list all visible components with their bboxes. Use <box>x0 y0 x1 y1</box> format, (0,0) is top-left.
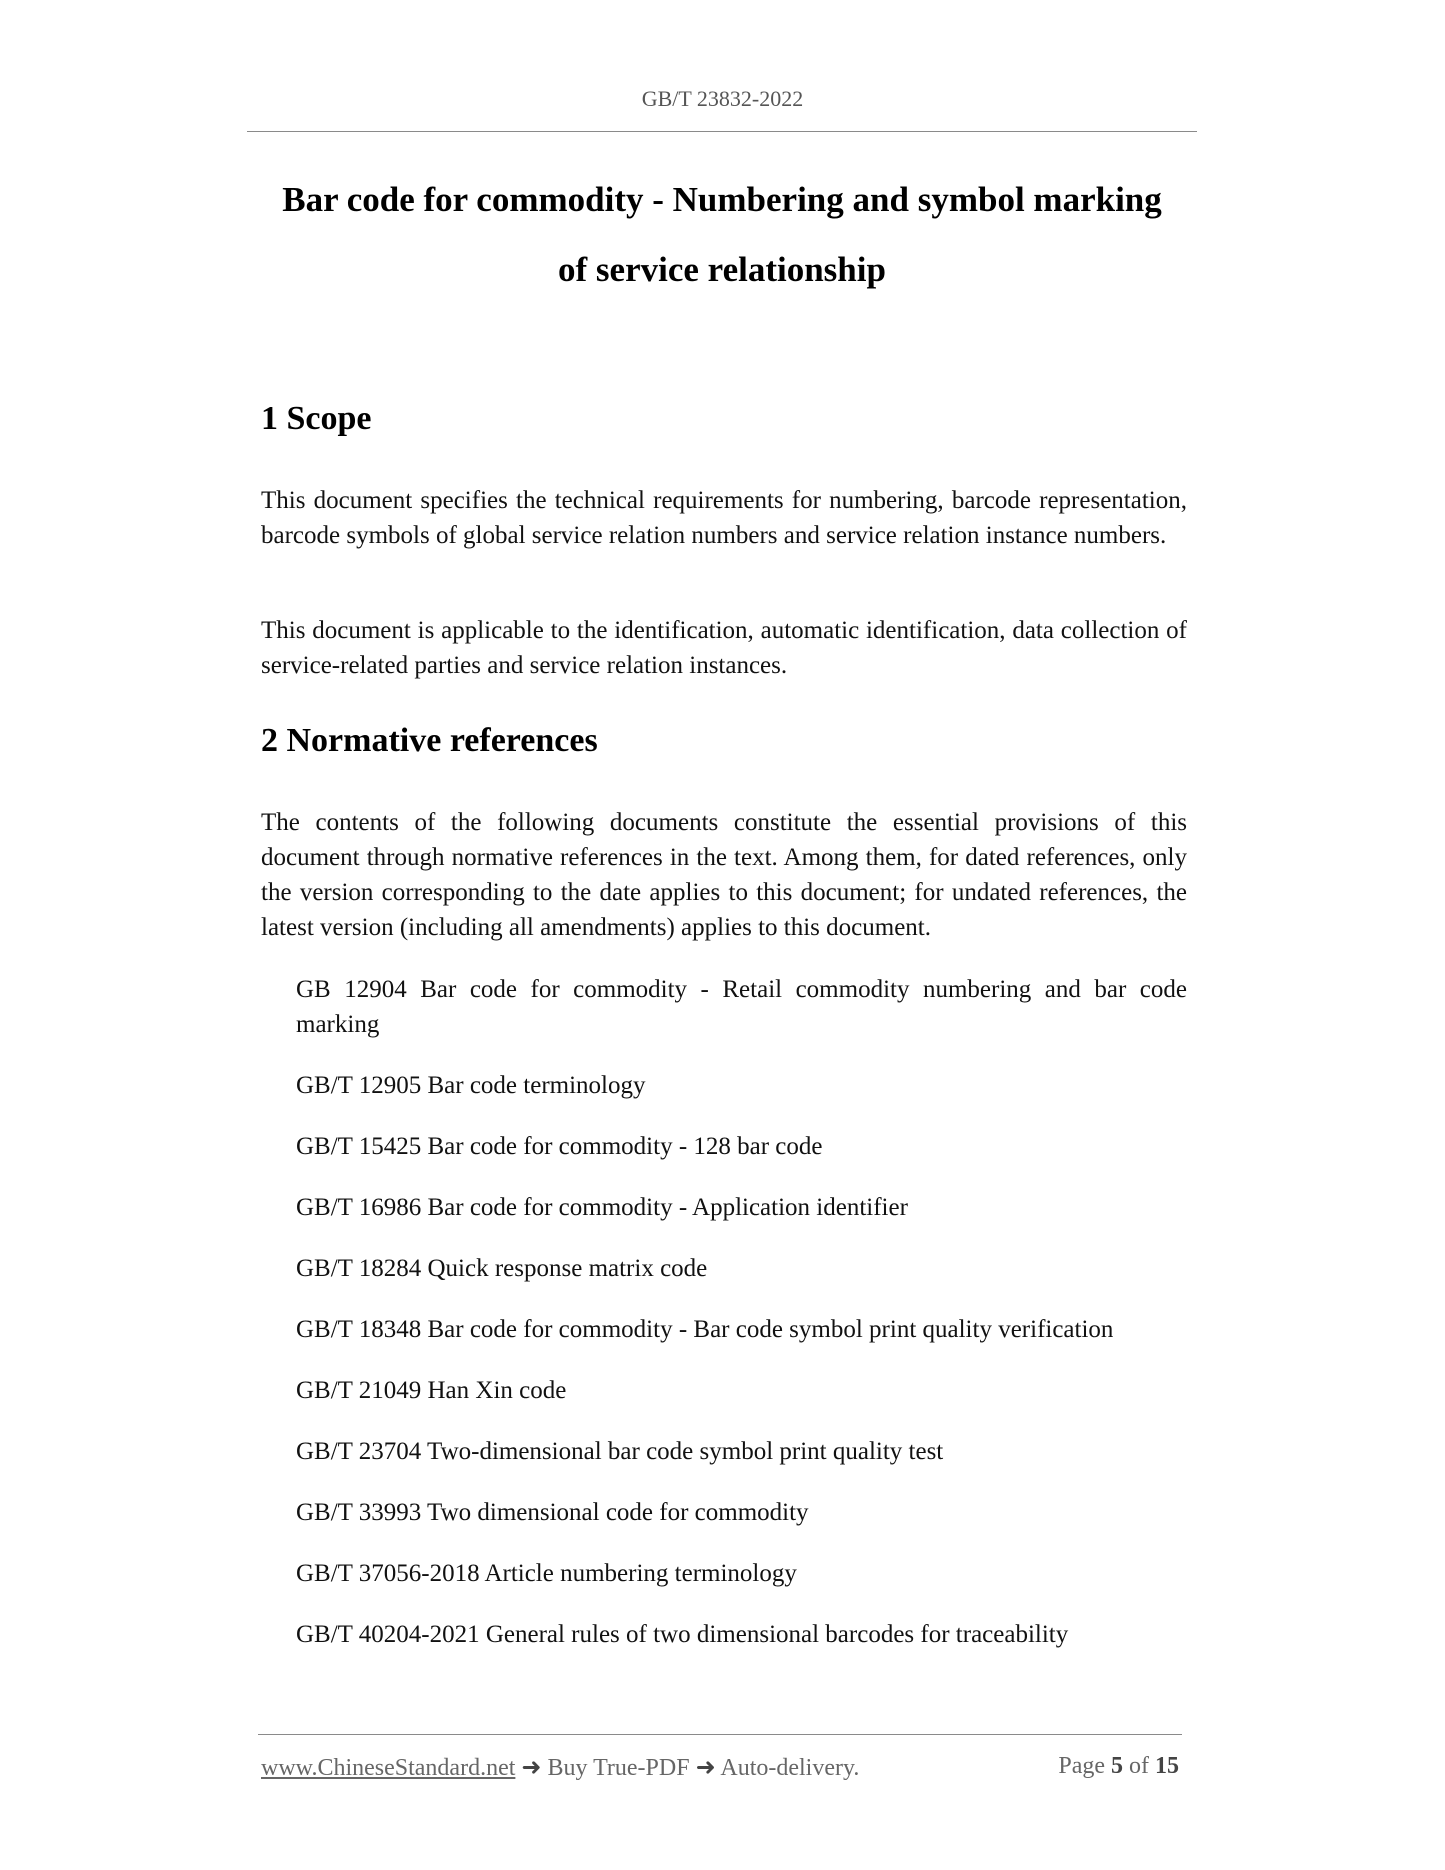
reference-item: GB/T 33993 Two dimensional code for commodity <box>296 1499 809 1526</box>
scope-paragraph-2: This document is applicable to the identification, automatic identification, data collection of service-related parties and service relation instances. <box>261 617 1187 679</box>
document-title <box>247 165 1197 305</box>
normative-references-intro: The contents of the following documents constitute the essential provisions of this document through normative references in the text. Among them, for dated references, only the version corresponding to the date applies to this document; for undated references, the latest version (including all amendments) applies to this document. <box>261 809 1187 941</box>
document-title-line-2: of service relationship <box>558 250 886 289</box>
right-arrow-icon: ➜ <box>521 1755 542 1781</box>
reference-item: GB/T 15425 Bar code for commodity - 128 bar code <box>296 1133 823 1160</box>
footer-divider <box>258 1734 1182 1735</box>
page-number <box>1058 1753 1179 1780</box>
header-divider <box>247 131 1197 132</box>
page-label: Page <box>1058 1753 1105 1779</box>
auto-delivery-text: Auto-delivery. <box>720 1755 860 1781</box>
reference-item: GB/T 37056-2018 Article numbering terminology <box>296 1560 797 1587</box>
reference-item: GB/T 16986 Bar code for commodity - Application identifier <box>296 1194 908 1221</box>
reference-item: GB/T 21049 Han Xin code <box>296 1377 567 1404</box>
page-current: 5 <box>1111 1753 1123 1779</box>
document-title-line-1: Bar code for commodity - Numbering and symbol marking <box>282 180 1162 219</box>
reference-item: GB/T 23704 Two-dimensional bar code symbol print quality test <box>296 1438 944 1465</box>
section-heading-scope: 1 Scope <box>261 400 372 437</box>
reference-item: GB/T 40204-2021 General rules of two dimensional barcodes for traceability <box>296 1621 1069 1648</box>
site-link[interactable]: www.ChineseStandard.net <box>261 1755 516 1781</box>
reference-item: GB/T 18284 Quick response matrix code <box>296 1255 708 1282</box>
page-of-label: of <box>1129 1753 1149 1779</box>
scope-paragraph-1: This document specifies the technical requirements for numbering, barcode representation, barcode symbols of global service relation numbers and service relation instance numbers. <box>261 487 1187 549</box>
right-arrow-icon: ➜ <box>695 1755 716 1781</box>
reference-item: GB 12904 Bar code for commodity - Retail commodity numbering and bar code marking <box>296 976 1187 1038</box>
section-heading-normative-references: 2 Normative references <box>261 722 598 759</box>
reference-item: GB/T 18348 Bar code for commodity - Bar code symbol print quality verification <box>296 1316 1114 1343</box>
header-standard-code: GB/T 23832-2022 <box>641 86 804 111</box>
buy-true-pdf-text: Buy True-PDF <box>547 1755 690 1781</box>
page-total: 15 <box>1155 1753 1179 1779</box>
footer-promo <box>261 1753 859 1782</box>
reference-list <box>296 972 1187 1678</box>
reference-item: GB/T 12905 Bar code terminology <box>296 1072 646 1099</box>
